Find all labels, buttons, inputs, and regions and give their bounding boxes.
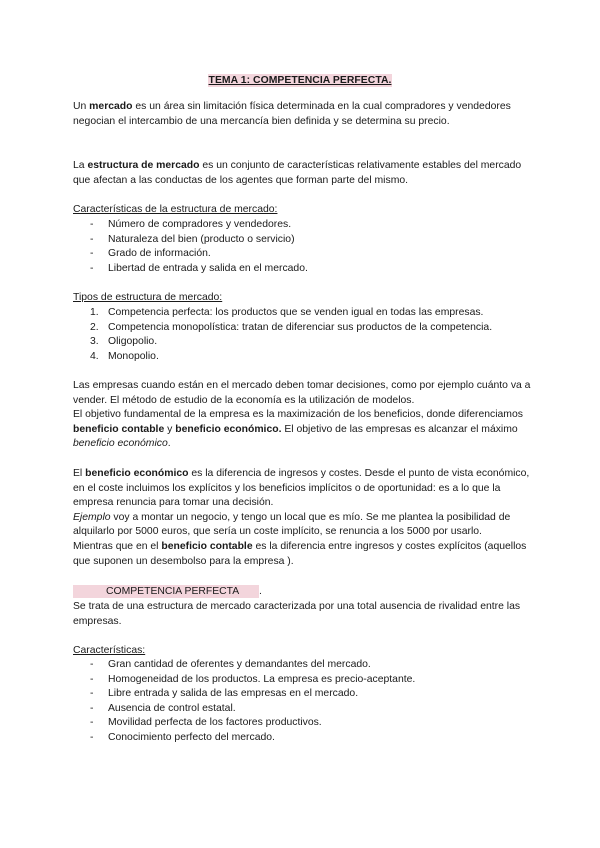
list-item-text: Competencia monopolística: tratan de diferenciar sus productos de la competencia. xyxy=(108,321,493,333)
list-item xyxy=(73,233,533,248)
bold-term: beneficio contable xyxy=(73,423,165,435)
list-item-text: Número de compradores y vendedores. xyxy=(108,219,292,230)
dash-bullet: - xyxy=(90,659,94,670)
bold-term: beneficio contable xyxy=(161,540,253,552)
list-item xyxy=(73,247,533,262)
heading-caracteristicas-cp: Características: xyxy=(73,645,146,656)
dash-bullet: - xyxy=(90,219,94,230)
dash-bullet: - xyxy=(90,233,94,245)
number-bullet: 1. xyxy=(90,307,99,318)
list-item-text: Monopolio. xyxy=(108,350,159,362)
bold-term: beneficio económico. xyxy=(175,423,282,435)
dash-bullet: - xyxy=(90,262,94,274)
text: es la diferencia de ingresos y costes. Desde el punto de vista económico, en el coste incluimos los explícitos y los beneficios implícitos o de oportunidad: es a lo que la empresa renuncia para tomar una decisión. xyxy=(73,468,530,509)
dash-bullet: - xyxy=(90,248,94,260)
bold-term: estructura de mercado xyxy=(87,160,200,171)
title-wrap xyxy=(0,70,600,88)
paragraph-empresas xyxy=(73,379,533,452)
list-item xyxy=(73,218,533,233)
list-item xyxy=(73,321,533,336)
text: Mientras que en el xyxy=(73,540,162,552)
number-bullet: 4. xyxy=(90,350,99,362)
list-caracteristicas-estructura xyxy=(73,218,533,276)
italic-term: beneficio económico xyxy=(73,438,168,450)
dash-bullet: - xyxy=(90,702,94,714)
number-bullet: 2. xyxy=(90,321,99,333)
text: El objetivo de las empresas es alcanzar el máximo xyxy=(281,423,518,435)
dash-bullet: - xyxy=(90,717,94,729)
list-item xyxy=(73,687,533,702)
text: es un conjunto de características relativamente estables del mercado que afectan a las conductas de los agentes que forman parte del mismo. xyxy=(73,160,522,186)
document-title: TEMA 1: COMPETENCIA PERFECTA. xyxy=(208,75,392,86)
list-item xyxy=(73,673,533,688)
text: La xyxy=(73,160,88,171)
list-item xyxy=(73,716,533,731)
list-item-text: Libre entrada y salida de las empresas en el mercado. xyxy=(108,688,359,700)
section-heading-dot: . xyxy=(259,586,262,597)
list-item-text: Oligopolio. xyxy=(108,336,158,348)
paragraph-estructura xyxy=(73,159,533,188)
italic-term: Ejemplo xyxy=(73,511,111,523)
list-item xyxy=(73,658,533,673)
text: El objetivo fundamental de la empresa es la maximización de los beneficios, donde diferenciamos xyxy=(73,409,523,421)
list-tipos xyxy=(73,306,533,364)
bold-term: mercado xyxy=(89,101,133,112)
list-item-text: Naturaleza del bien (producto o servicio) xyxy=(108,233,295,245)
list-item-text: Movilidad perfecta de los factores productivos. xyxy=(108,717,322,729)
paragraph-beneficio xyxy=(73,467,533,569)
text: . xyxy=(167,438,171,450)
list-item xyxy=(73,731,533,746)
list-item-text: Grado de información. xyxy=(108,248,211,260)
list-item xyxy=(73,262,533,277)
list-item xyxy=(73,306,533,321)
text: El xyxy=(73,468,86,479)
text: es la diferencia entre ingresos y costes explícitos (aquellos que suponen un desembolso para la empresa ). xyxy=(73,540,527,567)
list-item xyxy=(73,350,533,365)
text: y xyxy=(164,423,176,435)
bold-term: beneficio económico xyxy=(85,468,189,479)
text: voy a montar un negocio, y tengo un local que es mío. Se me plantea la posibilidad de alquilarlo por 5000 euros, que sería un coste implícito, se renuncia a los 5000 por usarlo. xyxy=(73,511,511,538)
text: Un xyxy=(73,101,90,112)
dash-bullet: - xyxy=(90,731,94,743)
list-item-text: Libertad de entrada y salida en el mercado. xyxy=(108,262,308,274)
text: Las empresas cuando están en el mercado deben tomar decisiones, como por ejemplo cuánto va a vender. El método de estudio de la economía es la utilización de modelos. xyxy=(73,380,531,406)
number-bullet: 3. xyxy=(90,336,99,348)
heading-caracteristicas-estructura: Características de la estructura de mercado: xyxy=(73,204,278,215)
dash-bullet: - xyxy=(90,688,94,700)
list-item-text: Conocimiento perfecto del mercado. xyxy=(108,731,275,743)
list-item-text: Homogeneidad de los productos. La empresa es precio-aceptante. xyxy=(108,673,416,685)
text: es un área sin limitación física determinada en la cual compradores y vendedores negocian el intercambio de una mercancía bien definida y se determina su precio. xyxy=(73,101,511,127)
list-caracteristicas-cp xyxy=(73,658,533,746)
paragraph-mercado xyxy=(73,100,533,129)
heading-tipos: Tipos de estructura de mercado: xyxy=(73,292,223,303)
list-item xyxy=(73,335,533,350)
list-item-text: Ausencia de control estatal. xyxy=(108,702,236,714)
section-heading: COMPETENCIA PERFECTA xyxy=(106,586,240,597)
list-item-text: Competencia perfecta: los productos que se venden igual en todas las empresas. xyxy=(108,307,484,318)
paragraph-competencia: Se trata de una estructura de mercado caracterizada por una total ausencia de rivalidad entre las empresas. xyxy=(73,601,521,627)
section-heading-highlight xyxy=(73,585,259,598)
list-item-text: Gran cantidad de oferentes y demandantes del mercado. xyxy=(108,659,371,670)
list-item xyxy=(73,702,533,717)
dash-bullet: - xyxy=(90,673,94,685)
